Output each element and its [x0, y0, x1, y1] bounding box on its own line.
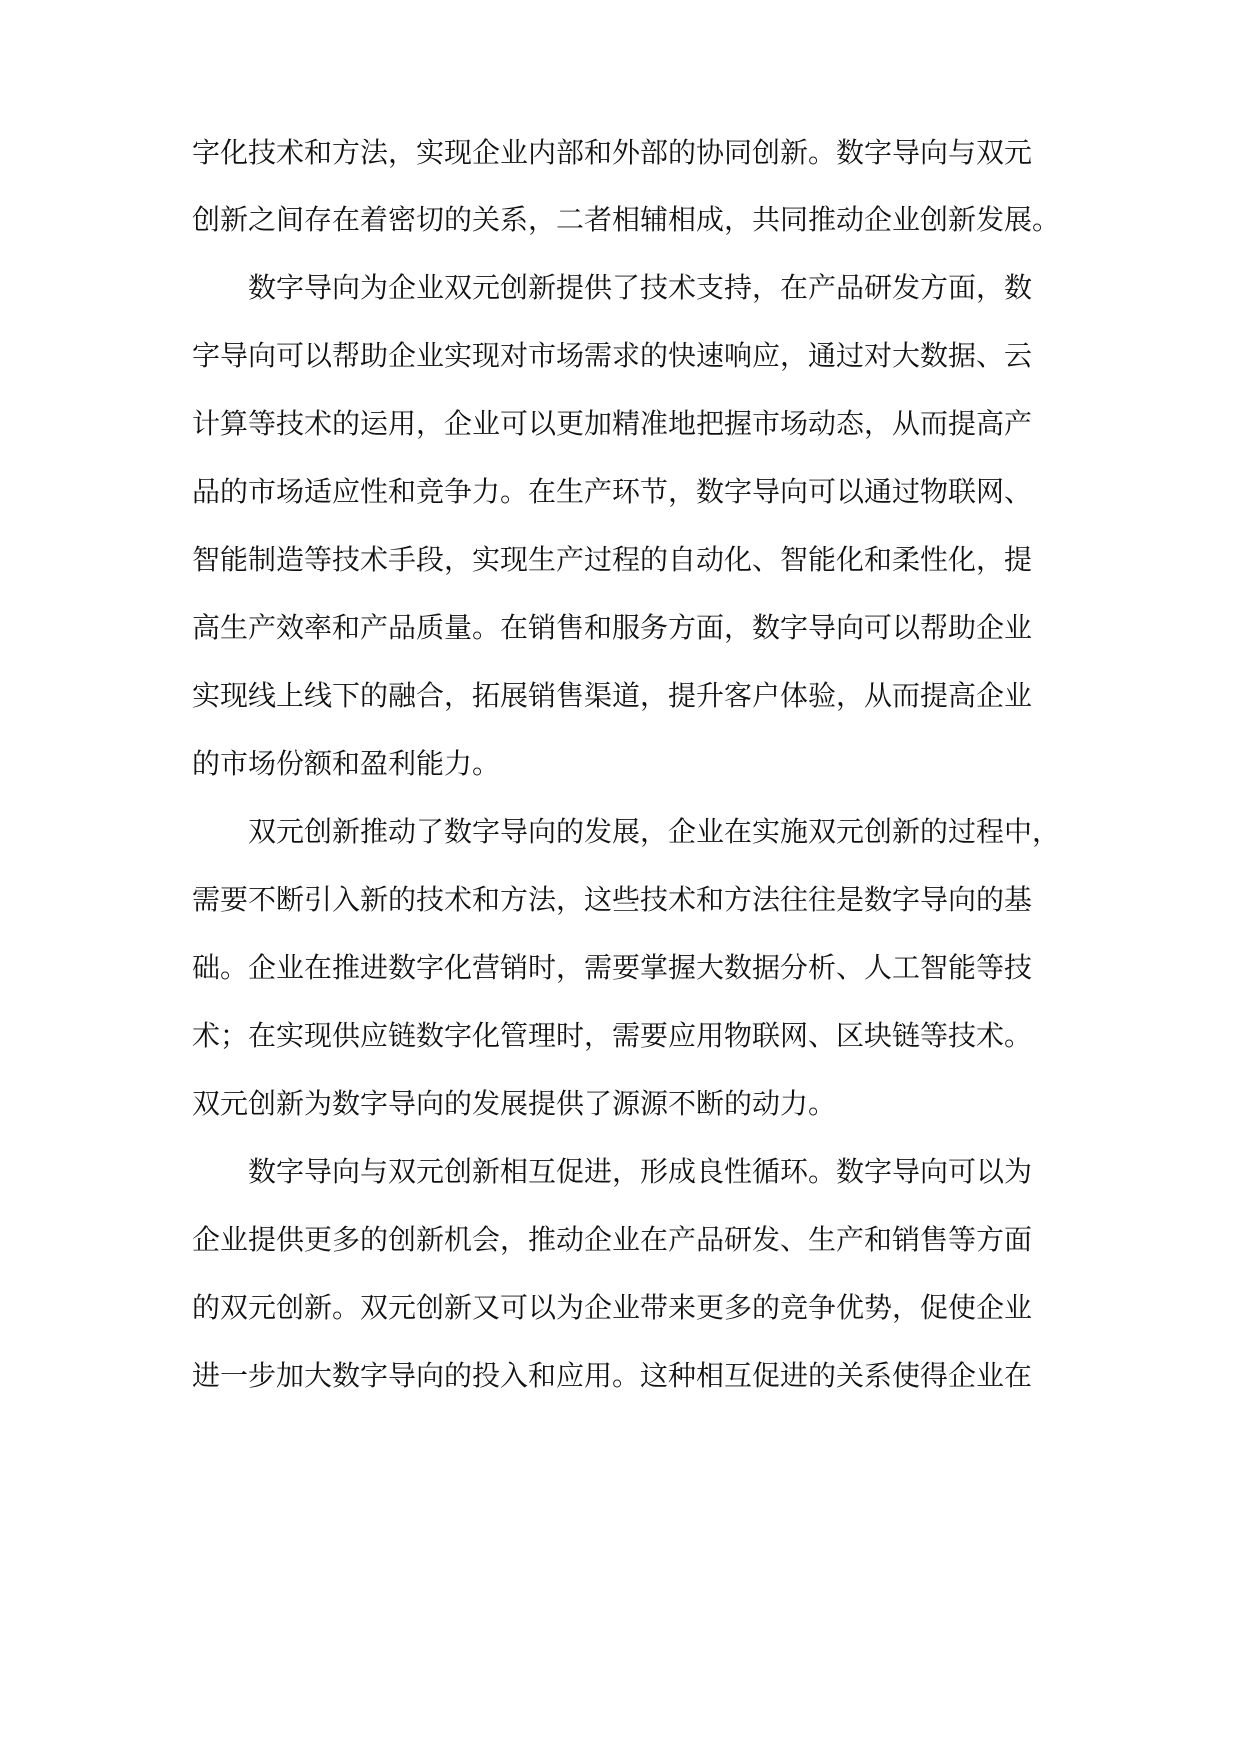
- text-line-8: 高生产效率和产品质量。在销售和服务方面，数字导向可以帮助企业: [192, 611, 1033, 644]
- text-line-14: 术；在实现供应链数字化管理时，需要应用物联网、区块链等技术。: [192, 1019, 1033, 1052]
- text-line-15: 双元创新为数字导向的发展提供了源源不断的动力。: [192, 1087, 837, 1120]
- text-line-2: 创新之间存在着密切的关系，二者相辅相成，共同推动企业创新发展。: [192, 203, 1061, 236]
- text-line-7: 智能制造等技术手段，实现生产过程的自动化、智能化和柔性化，提: [192, 543, 1033, 576]
- paragraph-4-line-1: 数字导向与双元创新相互促进，形成良性循环。数字导向可以为: [248, 1155, 1033, 1188]
- text-line-19: 进一步加大数字导向的投入和应用。这种相互促进的关系使得企业在: [192, 1359, 1033, 1392]
- text-line-10: 的市场份额和盈利能力。: [192, 747, 501, 780]
- paragraph-2-line-1: 数字导向为企业双元创新提供了技术支持，在产品研发方面，数: [248, 271, 1033, 304]
- text-line-9: 实现线上线下的融合，拓展销售渠道，提升客户体验，从而提高企业: [192, 679, 1033, 712]
- paragraph-3-line-1: 双元创新推动了数字导向的发展，企业在实施双元创新的过程中，: [248, 815, 1061, 848]
- text-line-4: 字导向可以帮助企业实现对市场需求的快速响应，通过对大数据、云: [192, 339, 1033, 372]
- text-line-18: 的双元创新。双元创新又可以为企业带来更多的竞争优势，促使企业: [192, 1291, 1033, 1324]
- text-line-17: 企业提供更多的创新机会，推动企业在产品研发、生产和销售等方面: [192, 1223, 1033, 1256]
- text-line-13: 础。企业在推进数字化营销时，需要掌握大数据分析、人工智能等技: [192, 951, 1033, 984]
- text-line-5: 计算等技术的运用，企业可以更加精准地把握市场动态，从而提高产: [192, 407, 1033, 440]
- text-line-1: 字化技术和方法，实现企业内部和外部的协同创新。数字导向与双元: [192, 136, 1033, 169]
- text-line-12: 需要不断引入新的技术和方法，这些技术和方法往往是数字导向的基: [192, 883, 1033, 916]
- text-line-6: 品的市场适应性和竞争力。在生产环节，数字导向可以通过物联网、: [192, 475, 1033, 508]
